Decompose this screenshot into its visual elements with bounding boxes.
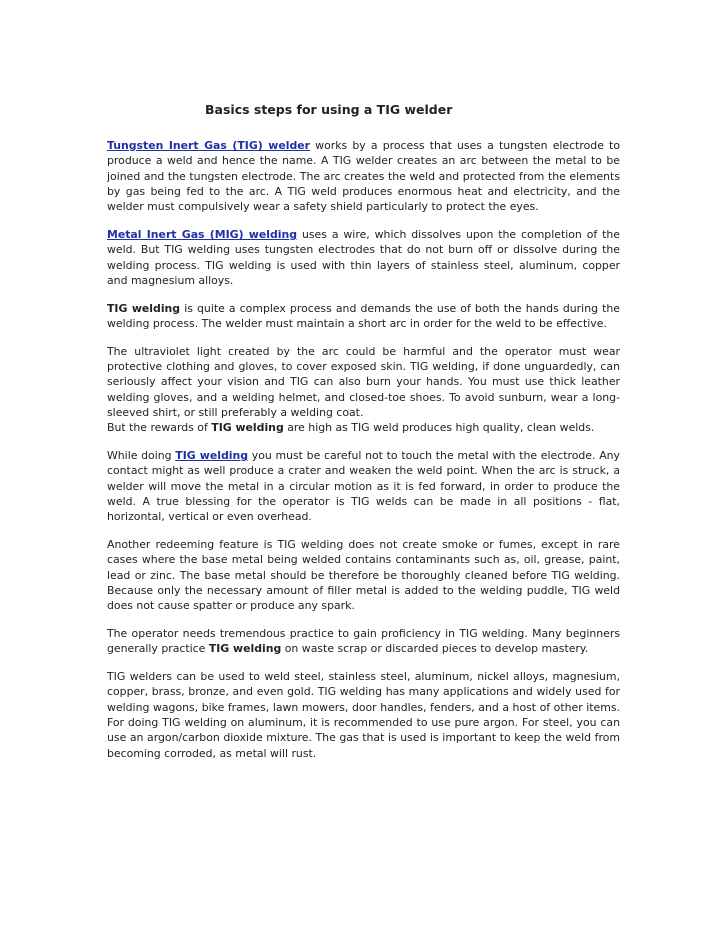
paragraph-7-after: on waste scrap or discarded pieces to develop mastery. — [281, 642, 589, 656]
tig-welding-link[interactable]: TIG welding — [175, 449, 249, 463]
paragraph-5 — [107, 448, 620, 524]
document-page — [107, 102, 620, 773]
paragraph-4 — [107, 344, 620, 436]
paragraph-5-before: While doing — [107, 449, 176, 463]
paragraph-7-before: The operator needs tremendous practice to gain proficiency in TIG welding. Many beginners generally practice — [107, 627, 620, 656]
paragraph-1 — [107, 138, 620, 214]
paragraph-4-line2-after: are high as TIG weld produces high quality, clean welds. — [283, 421, 595, 435]
paragraph-4-bold: TIG welding — [211, 421, 284, 435]
paragraph-8-text: TIG welders can be used to weld steel, stainless steel, aluminum, nickel alloys, magnesium, copper, brass, bronze, and even gold. TIG welding has many applications and widely used for welding wagons, bike frames, lawn mowers, door handles, fenders, and a host of other items. For doing TIG welding on aluminum, it is recommended to use pure argon. For steel, you can use an argon/carbon dioxide mixture. The gas that is used is important to keep the weld from becoming corroded, as metal will rust. — [107, 670, 620, 760]
paragraph-5-text: you must be careful not to touch the metal with the electrode. Any contact might as well produce a crater and weaken the weld point. When the arc is struck, a welder will move the metal in a circular motion as it is fed forward, in order to produce the weld. A true blessing for the operator is TIG welds can be made in all positions - flat, horizontal, vertical or even overhead. — [107, 449, 620, 524]
tig-welder-link[interactable]: Tungsten Inert Gas (TIG) welder — [107, 139, 310, 152]
paragraph-3 — [107, 301, 620, 332]
paragraph-6-text: Another redeeming feature is TIG welding does not create smoke or fumes, except in rare cases where the base metal being welded contains contaminants such as, oil, grease, paint, lead or zinc. The base metal should be therefore be thoroughly cleaned before TIG welding. Because only the necessary amount of filler metal is added to the welding puddle, TIG weld does not cause spatter or produce any spark. — [107, 538, 620, 613]
document-title: Basics steps for using a TIG welder — [205, 102, 453, 117]
paragraph-7-bold: TIG welding — [208, 642, 282, 656]
paragraph-6 — [107, 537, 620, 613]
paragraph-7 — [107, 626, 620, 657]
paragraph-3-bold: TIG welding — [107, 301, 181, 315]
paragraph-8 — [107, 669, 620, 761]
mig-welding-link[interactable]: Metal Inert Gas (MIG) welding — [107, 227, 298, 241]
paragraph-2-text: uses a wire, which dissolves upon the completion of the weld. But TIG welding uses tungsten electrodes that do not burn off or dissolve during the welding process. TIG welding is used with thin layers of stainless steel, aluminum, copper and magnesium alloys. — [107, 227, 620, 287]
paragraph-2 — [107, 227, 620, 288]
paragraph-3-text: is quite a complex process and demands the use of both the hands during the welding process. The welder must maintain a short arc in order for the weld to be effective. — [107, 301, 620, 330]
paragraph-1-text: works by a process that uses a tungsten electrode to produce a weld and hence the name. A TIG welder creates an arc between the metal to be joined and the tungsten electrode. The arc creates the weld and protected from the elements by gas being fed to the arc. A TIG weld produces enormous heat and electricity, and the welder must compulsively wear a safety shield particularly to protect the eyes. — [107, 139, 620, 214]
paragraph-4-line2-before: But the rewards of — [107, 421, 212, 435]
paragraph-4-text: The ultraviolet light created by the arc could be harmful and the operator must wear protective clothing and gloves, to cover exposed skin. TIG welding, if done unguardedly, can seriously affect your vision and TIG can also burn your hands. You must use thick leather welding gloves, and a welding helmet, and closed-toe shoes. To avoid sunburn, wear a long-sleeved shirt, or still preferably a welding coat. — [107, 344, 620, 419]
